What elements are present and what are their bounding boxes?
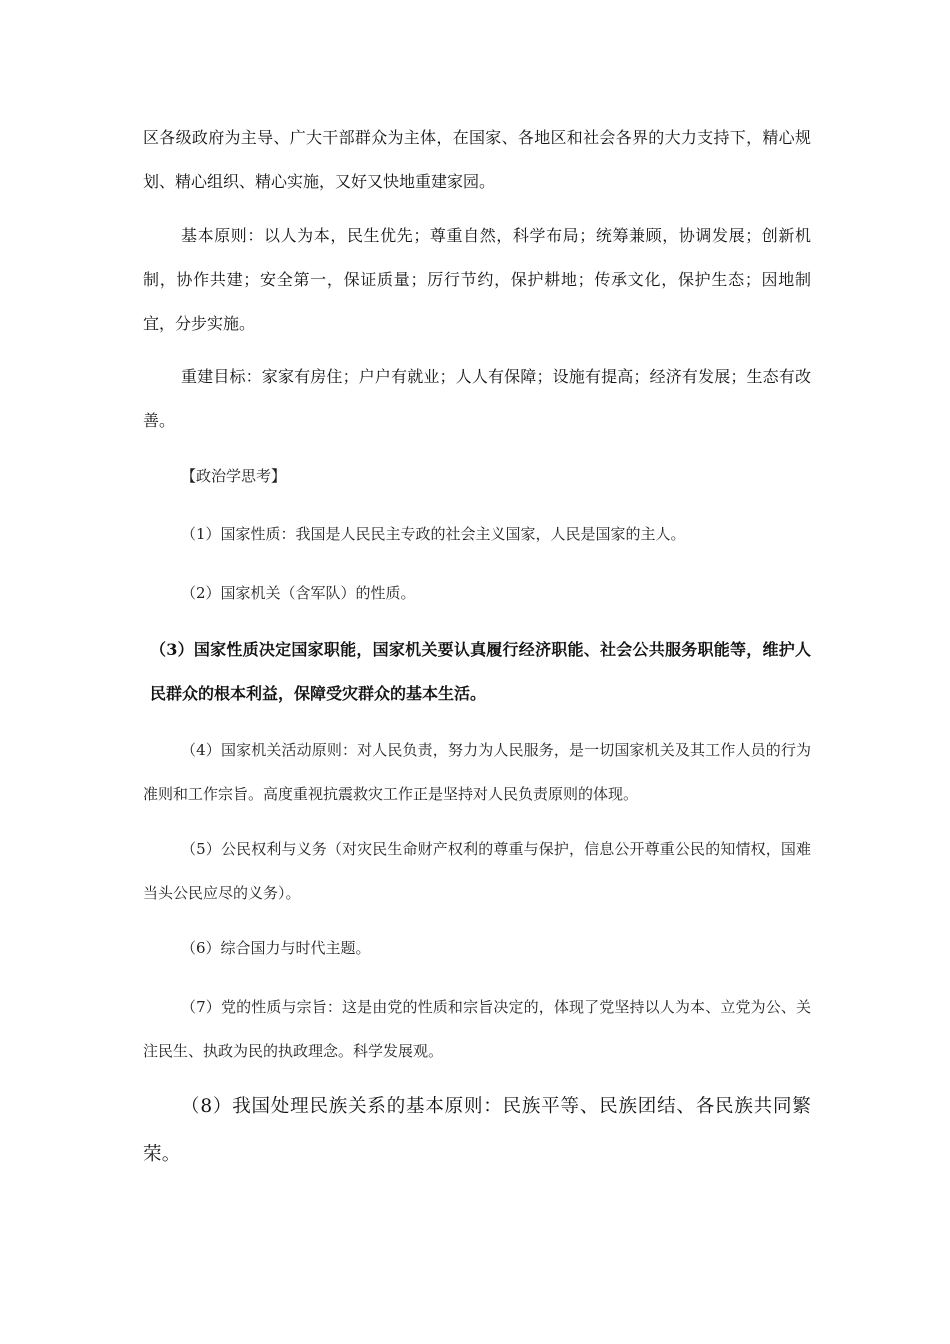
section-heading-politics: 【政治学思考】 (181, 467, 287, 485)
point-7-party-nature: （7）党的性质与宗旨：这是由党的性质和宗旨决定的，体现了党坚持以人为本、立党为公、关注民生、执政为民的执政理念。科学发展观。 (143, 998, 811, 1060)
point-1-state-nature: （1）国家性质：我国是人民民主专政的社会主义国家，人民是国家的主人。 (181, 525, 686, 543)
paragraph-rebuild-intro: 区各级政府为主导、广大干部群众为主体，在国家、各地区和社会各界的大力支持下，精心规划、精心组织、精心实施，又好又快地重建家园。 (143, 128, 811, 191)
point-5-citizen-rights: （5）公民权利与义务（对灾民生命财产权利的尊重与保护，信息公开尊重公民的知情权，国难当头公民应尽的义务）。 (143, 840, 811, 902)
point-3-state-functions: （3）国家性质决定国家职能，国家机关要认真履行经济职能、社会公共服务职能等，维护人民群众的根本利益，保障受灾群众的基本生活。 (150, 640, 811, 703)
point-6-national-power: （6）综合国力与时代主题。 (181, 939, 371, 957)
paragraph-rebuild-goals: 重建目标：家家有房住；户户有就业；人人有保障；设施有提高；经济有发展；生态有改善。 (143, 367, 811, 430)
point-2-state-organs: （2）国家机关（含军队）的性质。 (181, 584, 416, 602)
point-4-organ-principles: （4）国家机关活动原则：对人民负责，努力为人民服务，是一切国家机关及其工作人员的行为准则和工作宗旨。高度重视抗震救灾工作正是坚持对人民负责原则的体现。 (143, 741, 811, 803)
point-8-ethnic-relations: （8）我国处理民族关系的基本原则：民族平等、民族团结、各民族共同繁荣。 (143, 1096, 811, 1165)
paragraph-basic-principles: 基本原则：以人为本，民生优先；尊重自然，科学布局；统筹兼顾，协调发展；创新机制，协作共建；安全第一，保证质量；厉行节约，保护耕地；传承文化，保护生态；因地制宜，分步实施。 (143, 226, 811, 333)
